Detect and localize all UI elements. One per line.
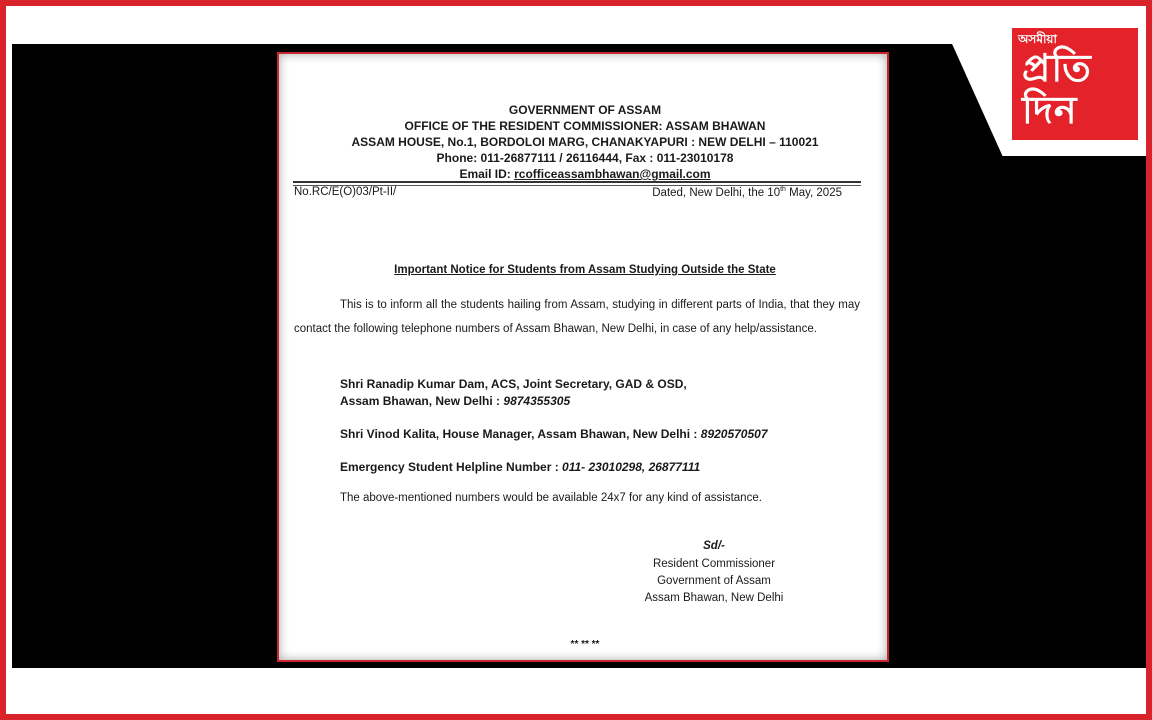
- contact-1-location: Assam Bhawan, New Delhi :: [340, 394, 504, 408]
- contact-1-location-line: [340, 393, 687, 410]
- contact-1: [340, 376, 687, 410]
- header-line-3: ASSAM HOUSE, No.1, BORDOLOI MARG, CHANAKYAPURI : NEW DELHI – 110021: [351, 135, 819, 149]
- email-label: Email ID:: [459, 167, 515, 181]
- helpline-numbers: 011- 23010298, 26877111: [562, 460, 701, 474]
- date-line: [652, 186, 842, 199]
- helpline-label: Emergency Student Helpline Number :: [340, 460, 563, 474]
- contact-2-phone: 8920570507: [700, 427, 768, 441]
- availability-note: The above-mentioned numbers would be available 24x7 for any kind of assistance.: [340, 492, 762, 504]
- signature-place: Assam Bhawan, New Delhi: [644, 592, 784, 604]
- signature-title: Resident Commissioner: [652, 558, 776, 570]
- contact-1-phone: 9874355305: [503, 394, 571, 408]
- reference-number: No.RC/E(O)03/Pt-II/: [294, 186, 397, 198]
- helpline: [340, 459, 700, 476]
- header-line-1: GOVERNMENT OF ASSAM: [508, 103, 662, 117]
- end-mark: ** ** **: [570, 639, 600, 650]
- date-prefix: Dated, New Delhi, the 10: [652, 186, 781, 199]
- notice-document: [277, 52, 889, 662]
- notice-body: This is to inform all the students hailing from Assam, studying in different parts of India, that they may contact the following telephone numbers of Assam Bhawan, New Delhi, in case of any help/assistance.: [294, 299, 860, 335]
- asomiya-pratidin-logo[interactable]: [1012, 28, 1138, 140]
- header-phone: Phone: 011-26877111 / 26116444, Fax : 011-23010178: [436, 151, 734, 165]
- date-ordinal: th: [780, 186, 786, 193]
- signature-org: Government of Assam: [657, 575, 771, 587]
- contact-1-name: Shri Ranadip Kumar Dam, ACS, Joint Secretary, GAD & OSD,: [340, 377, 687, 391]
- header-email-line: [279, 166, 891, 182]
- contact-2-name: Shri Vinod Kalita, House Manager, Assam Bhawan, New Delhi :: [340, 427, 701, 441]
- logo-small-text: অসমীয়া: [1018, 32, 1057, 46]
- logo-line-2: দিন: [1022, 88, 1078, 132]
- signature-sd: Sd/-: [703, 540, 725, 552]
- header-rule-thick: [293, 181, 861, 183]
- contact-2: [340, 426, 768, 443]
- header-line-2: OFFICE OF THE RESIDENT COMMISSIONER: ASSAM BHAWAN: [404, 119, 766, 133]
- date-suffix: May, 2025: [785, 186, 842, 199]
- logo-line-1: প্রতি: [1022, 46, 1092, 90]
- notice-subject: Important Notice for Students from Assam Studying Outside the State: [394, 264, 776, 276]
- email-address: rcofficeassambhawan@gmail.com: [514, 167, 711, 181]
